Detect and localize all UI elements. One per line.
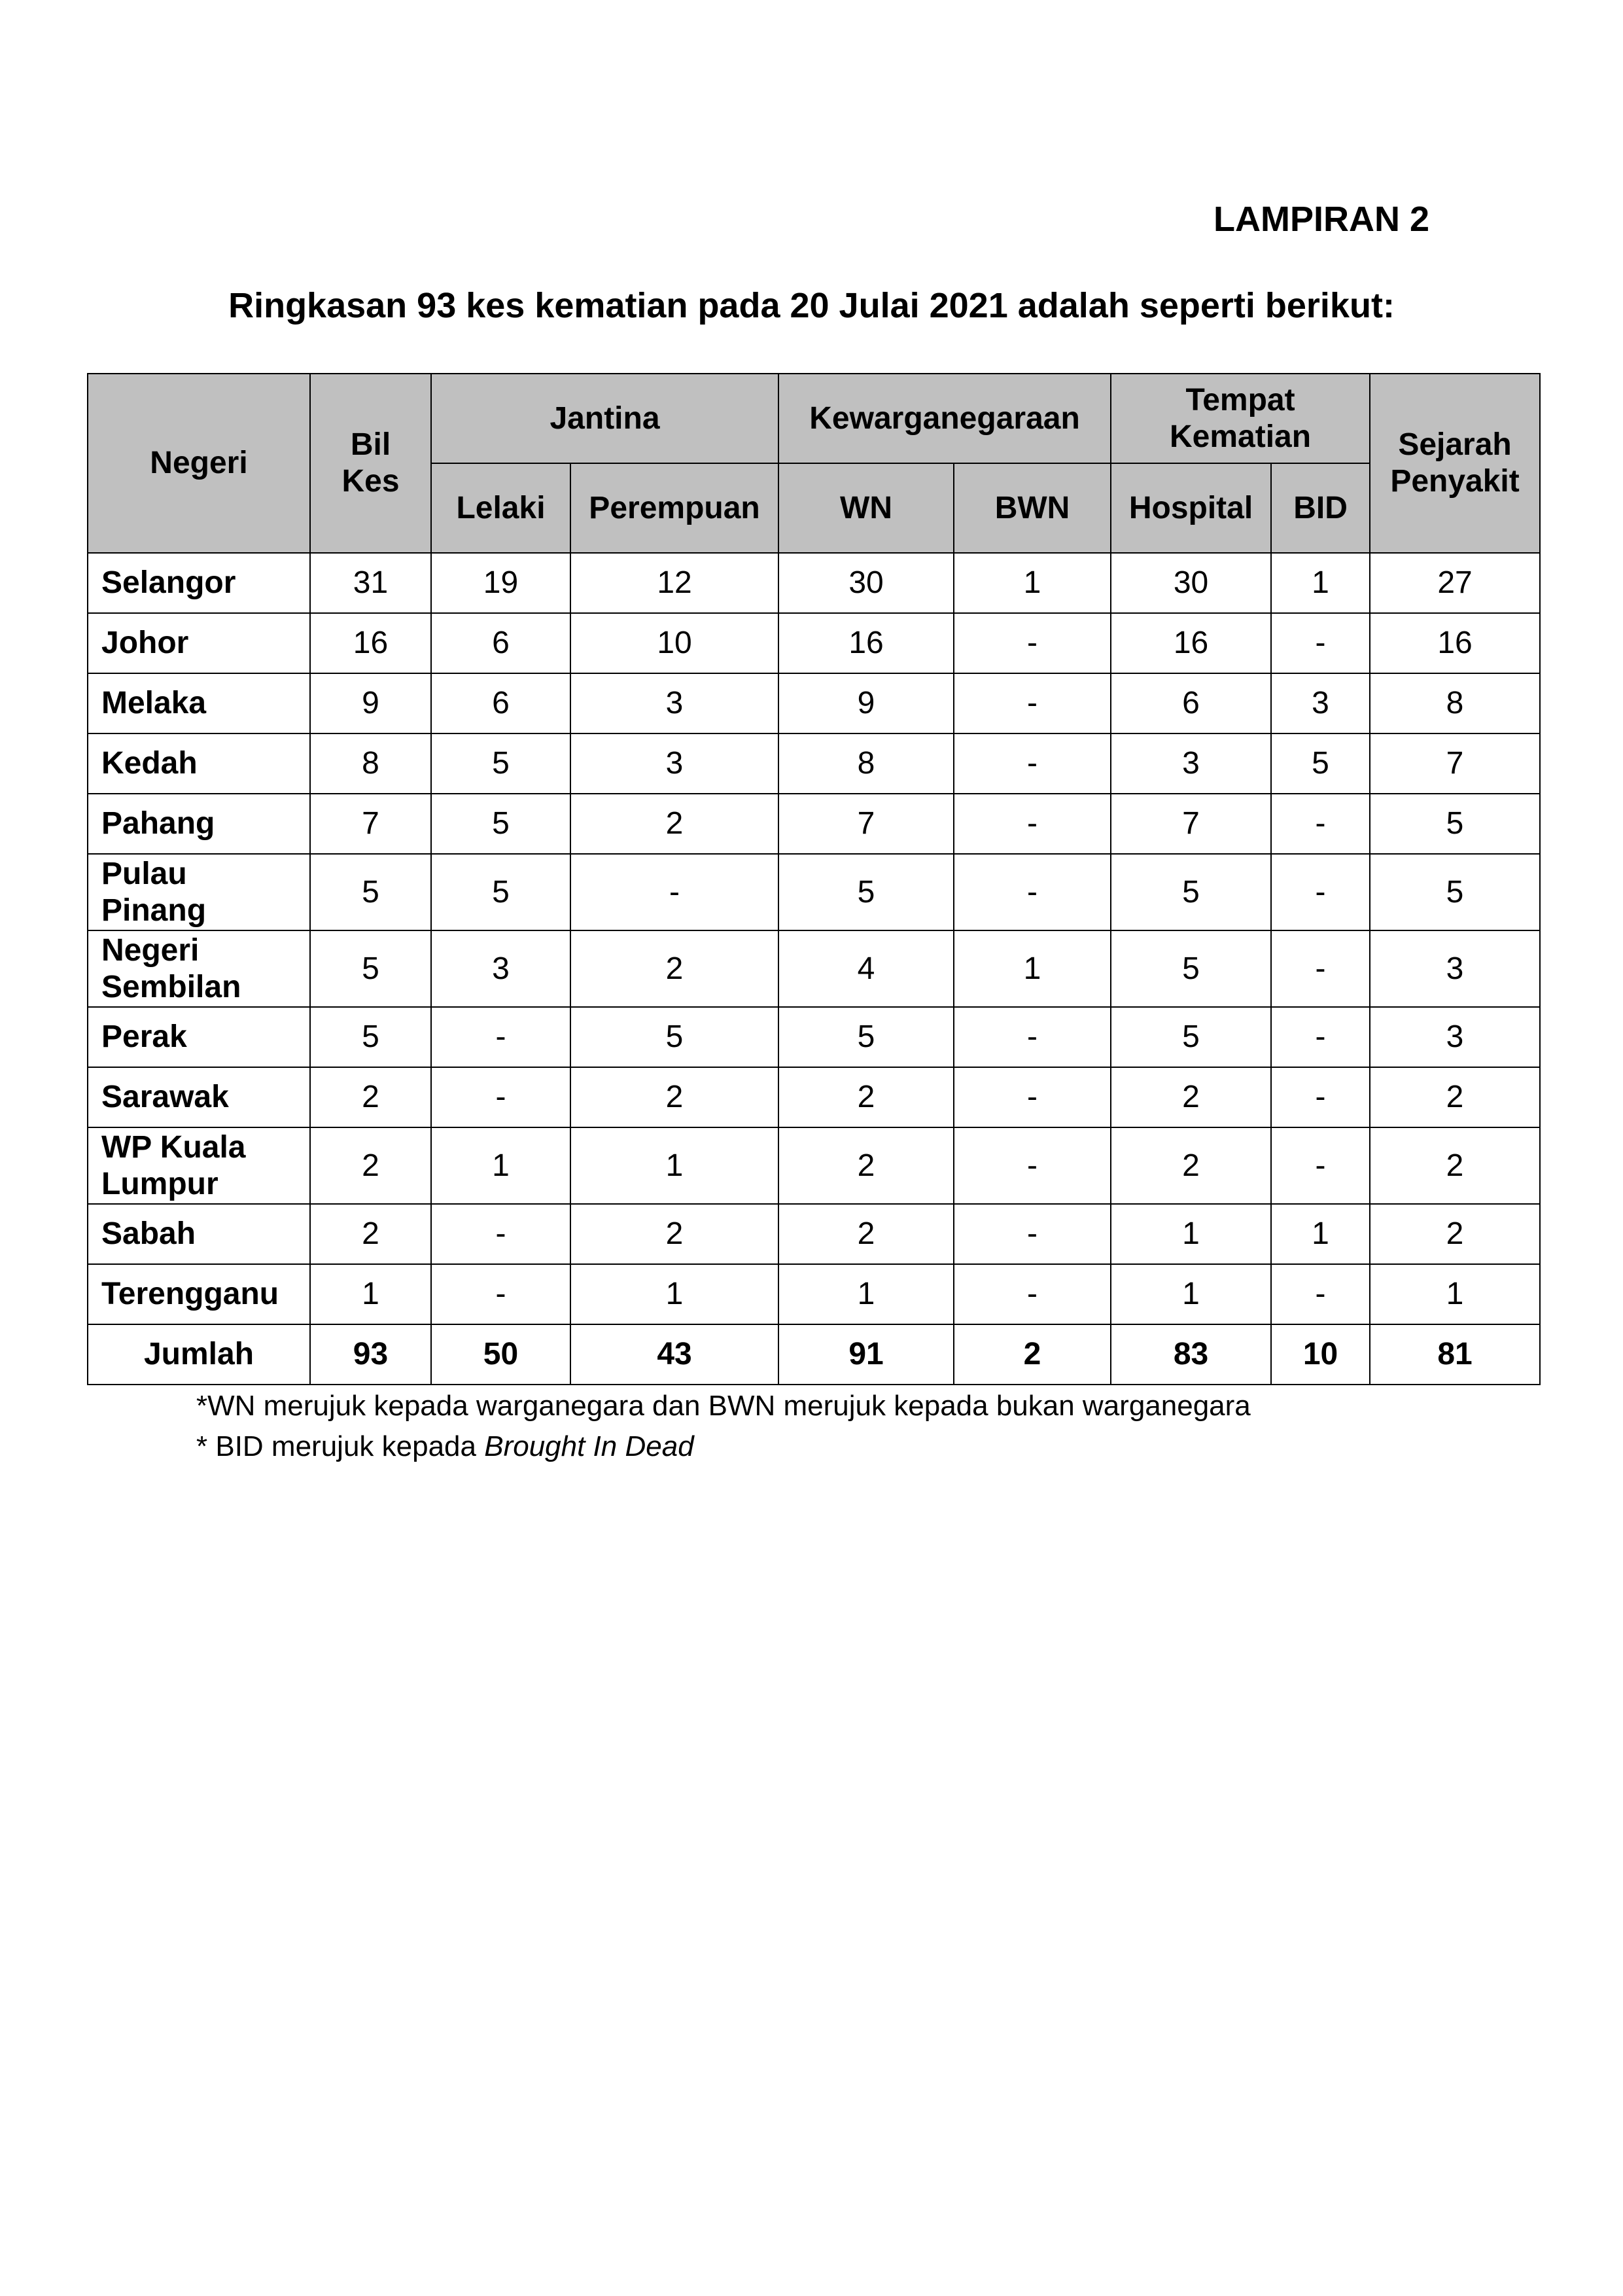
header-perempuan: Perempuan — [570, 463, 778, 553]
value-cell: 12 — [570, 553, 778, 613]
value-cell: 2 — [570, 930, 778, 1007]
value-cell: 1 — [1271, 553, 1370, 613]
table-row — [88, 1067, 1540, 1127]
value-cell: 5 — [310, 1007, 431, 1067]
value-cell: - — [954, 733, 1111, 794]
value-cell: - — [431, 1007, 570, 1067]
value-cell: 2 — [1111, 1127, 1271, 1204]
state-name: Perak — [101, 1019, 187, 1054]
header-sejarah-penyakit-label: Sejarah Penyakit — [1390, 427, 1520, 499]
value-cell: 2 — [1111, 1067, 1271, 1127]
value-cell: 3 — [1111, 733, 1271, 794]
value-cell: 5 — [1271, 733, 1370, 794]
table-row — [88, 794, 1540, 854]
value-cell: 5 — [1111, 854, 1271, 930]
value-cell: 5 — [1111, 1007, 1271, 1067]
header-bid: BID — [1271, 463, 1370, 553]
total-value-cell: 2 — [954, 1324, 1111, 1385]
value-cell: 2 — [778, 1127, 954, 1204]
table-row — [88, 930, 1540, 1007]
value-cell: - — [954, 1204, 1111, 1264]
footnote-wn: *WN merujuk kepada warganegara dan BWN merujuk kepada bukan warganegara — [196, 1390, 1251, 1422]
value-cell: 5 — [778, 1007, 954, 1067]
footnote-bid-term: Brought In Dead — [484, 1430, 694, 1462]
value-cell: 6 — [431, 673, 570, 733]
total-value-cell: 81 — [1370, 1324, 1540, 1385]
value-cell: 1 — [1111, 1204, 1271, 1264]
value-cell: 5 — [310, 930, 431, 1007]
total-value-cell: 91 — [778, 1324, 954, 1385]
value-cell: 3 — [1370, 1007, 1540, 1067]
state-name: Selangor — [101, 565, 236, 600]
footnote-bid-prefix: * BID merujuk kepada — [196, 1430, 485, 1462]
header-wn: WN — [778, 463, 954, 553]
value-cell: 1 — [431, 1127, 570, 1204]
value-cell: 5 — [431, 854, 570, 930]
value-cell: - — [431, 1204, 570, 1264]
value-cell: 16 — [778, 613, 954, 673]
value-cell: 2 — [1370, 1127, 1540, 1204]
table-body — [88, 553, 1540, 1385]
value-cell: 1 — [310, 1264, 431, 1324]
total-value-cell: 83 — [1111, 1324, 1271, 1385]
total-row — [88, 1324, 1540, 1385]
value-cell: 5 — [778, 854, 954, 930]
value-cell: 5 — [431, 794, 570, 854]
value-cell: 3 — [431, 930, 570, 1007]
value-cell: 3 — [570, 733, 778, 794]
value-cell: 2 — [310, 1204, 431, 1264]
table-row — [88, 1007, 1540, 1067]
header-tempat-kematian — [1111, 374, 1370, 463]
value-cell: - — [1271, 1067, 1370, 1127]
value-cell: 1 — [1271, 1204, 1370, 1264]
value-cell: 1 — [1370, 1264, 1540, 1324]
value-cell: 19 — [431, 553, 570, 613]
value-cell: 2 — [310, 1127, 431, 1204]
value-cell: - — [954, 1007, 1111, 1067]
value-cell: 5 — [570, 1007, 778, 1067]
value-cell: 7 — [1111, 794, 1271, 854]
value-cell: 3 — [1271, 673, 1370, 733]
state-name: Melaka — [101, 686, 207, 720]
header-tempat-kematian-label: Tempat Kematian — [1169, 382, 1312, 454]
value-cell: 1 — [570, 1127, 778, 1204]
value-cell: 9 — [778, 673, 954, 733]
value-cell: 9 — [310, 673, 431, 733]
value-cell: - — [954, 613, 1111, 673]
death-summary-table — [87, 373, 1541, 1385]
value-cell: 3 — [570, 673, 778, 733]
total-label: Jumlah — [88, 1324, 310, 1385]
header-negeri: Negeri — [88, 374, 310, 553]
table-row — [88, 733, 1540, 794]
state-cell — [88, 930, 310, 1007]
header-bwn: BWN — [954, 463, 1111, 553]
value-cell: 5 — [1370, 794, 1540, 854]
value-cell: 5 — [1111, 930, 1271, 1007]
value-cell: 2 — [1370, 1204, 1540, 1264]
value-cell: 7 — [310, 794, 431, 854]
value-cell: 5 — [1370, 854, 1540, 930]
value-cell: 8 — [1370, 673, 1540, 733]
state-cell — [88, 553, 310, 613]
state-cell — [88, 854, 310, 930]
table-row — [88, 553, 1540, 613]
value-cell: 2 — [570, 794, 778, 854]
value-cell: - — [1271, 854, 1370, 930]
value-cell: 8 — [310, 733, 431, 794]
header-kewarganegaraan: Kewarganegaraan — [778, 374, 1111, 463]
state-cell — [88, 613, 310, 673]
value-cell: - — [954, 673, 1111, 733]
value-cell: 16 — [1111, 613, 1271, 673]
value-cell: - — [1271, 1127, 1370, 1204]
value-cell: - — [1271, 930, 1370, 1007]
value-cell: 5 — [431, 733, 570, 794]
value-cell: 1 — [1111, 1264, 1271, 1324]
header-bil-kes — [310, 374, 431, 553]
header-sejarah-penyakit — [1370, 374, 1540, 553]
state-name: Kedah — [101, 746, 198, 781]
value-cell: - — [954, 1264, 1111, 1324]
state-name: WP Kuala Lumpur — [101, 1129, 246, 1201]
value-cell: - — [954, 1127, 1111, 1204]
table-row — [88, 854, 1540, 930]
state-name: Sarawak — [101, 1080, 229, 1114]
total-value-cell: 93 — [310, 1324, 431, 1385]
state-cell — [88, 733, 310, 794]
value-cell: 30 — [1111, 553, 1271, 613]
value-cell: 3 — [1370, 930, 1540, 1007]
value-cell: 2 — [778, 1067, 954, 1127]
value-cell: 8 — [778, 733, 954, 794]
state-cell — [88, 1067, 310, 1127]
state-name: Johor — [101, 626, 189, 660]
value-cell: 7 — [1370, 733, 1540, 794]
value-cell: 27 — [1370, 553, 1540, 613]
value-cell: - — [1271, 1264, 1370, 1324]
value-cell: - — [1271, 1007, 1370, 1067]
total-value-cell: 43 — [570, 1324, 778, 1385]
value-cell: 2 — [570, 1067, 778, 1127]
value-cell: 16 — [310, 613, 431, 673]
header-bil-kes-label: Bil Kes — [341, 427, 400, 499]
state-name: Terengganu — [101, 1277, 279, 1311]
value-cell: 5 — [310, 854, 431, 930]
table-row — [88, 1264, 1540, 1324]
value-cell: 1 — [954, 553, 1111, 613]
appendix-label: LAMPIRAN 2 — [1213, 200, 1429, 239]
value-cell: 7 — [778, 794, 954, 854]
value-cell: 6 — [1111, 673, 1271, 733]
value-cell: - — [954, 794, 1111, 854]
table-row — [88, 673, 1540, 733]
value-cell: - — [431, 1264, 570, 1324]
state-name: Sabah — [101, 1216, 196, 1251]
state-cell — [88, 673, 310, 733]
value-cell: 4 — [778, 930, 954, 1007]
value-cell: 1 — [954, 930, 1111, 1007]
state-cell — [88, 1264, 310, 1324]
value-cell: - — [954, 854, 1111, 930]
value-cell: 16 — [1370, 613, 1540, 673]
value-cell: 1 — [570, 1264, 778, 1324]
state-cell — [88, 1007, 310, 1067]
value-cell: - — [1271, 613, 1370, 673]
value-cell: 6 — [431, 613, 570, 673]
state-cell — [88, 1127, 310, 1204]
value-cell: - — [954, 1067, 1111, 1127]
value-cell: 2 — [1370, 1067, 1540, 1127]
state-cell — [88, 794, 310, 854]
footnotes — [196, 1386, 1505, 1467]
value-cell: 31 — [310, 553, 431, 613]
value-cell: 30 — [778, 553, 954, 613]
value-cell: 2 — [778, 1204, 954, 1264]
total-value-cell: 50 — [431, 1324, 570, 1385]
value-cell: - — [570, 854, 778, 930]
state-cell — [88, 1204, 310, 1264]
footnote-bid — [196, 1426, 1505, 1467]
header-jantina: Jantina — [431, 374, 778, 463]
header-hospital: Hospital — [1111, 463, 1271, 553]
value-cell: - — [431, 1067, 570, 1127]
state-name: Pulau Pinang — [101, 856, 207, 928]
value-cell: 2 — [310, 1067, 431, 1127]
table-row — [88, 613, 1540, 673]
value-cell: 2 — [570, 1204, 778, 1264]
state-name: Pahang — [101, 806, 215, 841]
table-row — [88, 1127, 1540, 1204]
value-cell: 10 — [570, 613, 778, 673]
total-value-cell: 10 — [1271, 1324, 1370, 1385]
table-row — [88, 1204, 1540, 1264]
value-cell: 1 — [778, 1264, 954, 1324]
value-cell: - — [1271, 794, 1370, 854]
header-lelaki: Lelaki — [431, 463, 570, 553]
state-name: Negeri Sembilan — [101, 932, 241, 1004]
page-title: Ringkasan 93 kes kematian pada 20 Julai 2021 adalah seperti berikut: — [228, 286, 1395, 325]
